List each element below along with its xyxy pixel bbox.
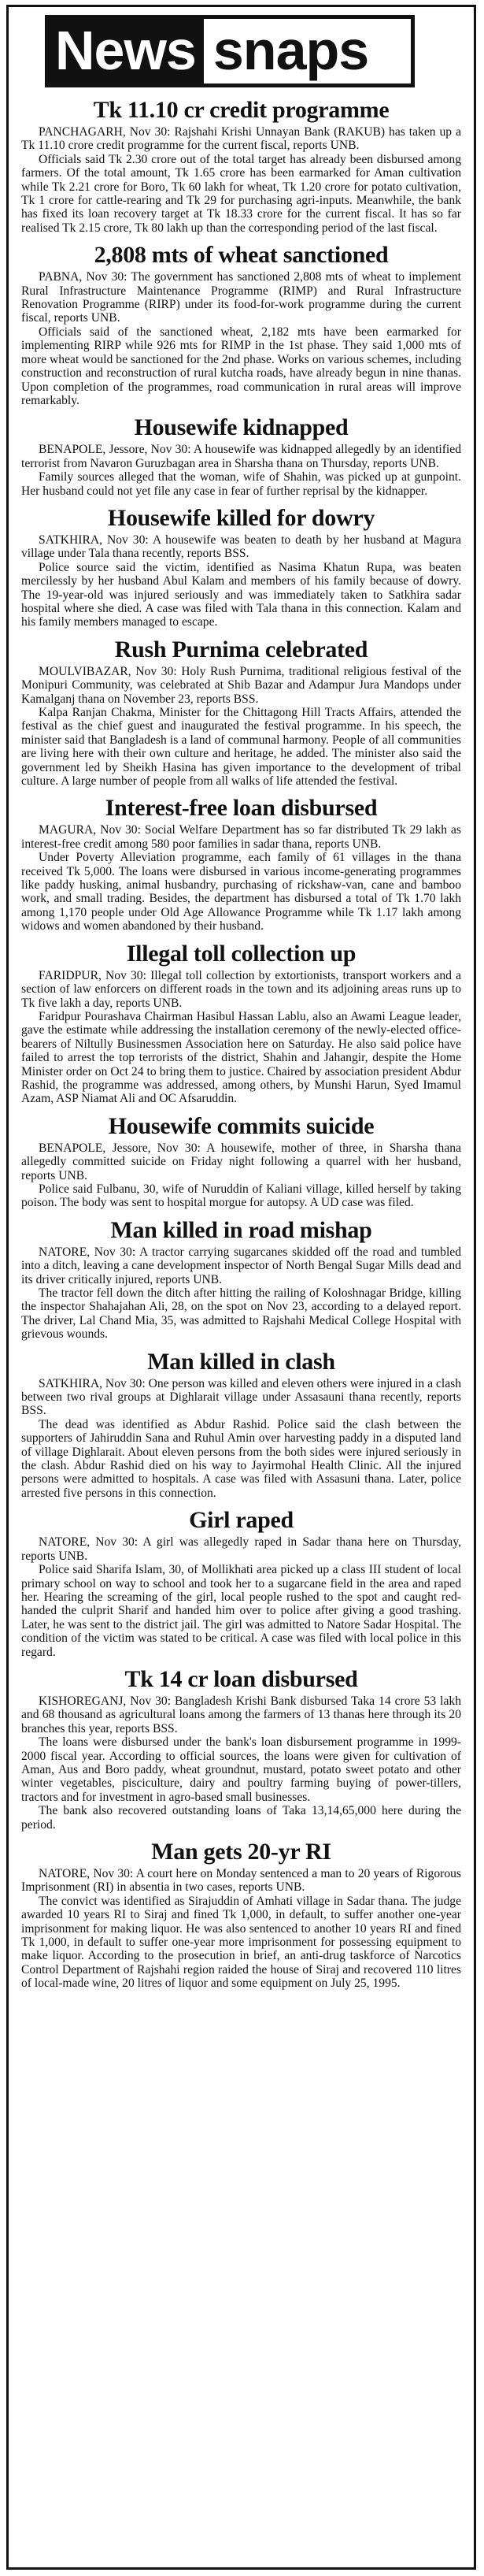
story-dateline-paragraph: NATORE, Nov 30: A tractor carrying sugarcanes skidded off the road and tumbled into a ditch, leaving a cane development inspector of North Bengal Sugar Mills dead and its driver critically injured, reports UNB. (21, 1245, 461, 1286)
story-headline: Girl raped (189, 1507, 294, 1534)
story-paragraph: The convict was identified as Sirajuddin of Amhati village in Sadar thana. The judge awarded 10 years RI to Siraj and fined Tk 1,000, in default, to suffer another one-year imprisonment for making liquor. He was also sentenced to another 10 years RI and fined Tk 1,000, in default to suffer one-year more imprisonment for possessing equipment to make liquor. According to the prosecution in brief, an anti-drug taskforce of Narcotics Control Department of Rajshahi region raided the house of Siraj and recovered 110 litres of local-made wine, 20 litres of liquor and some equipment on July 25, 1995. (21, 1894, 461, 1991)
news-story (21, 242, 461, 407)
news-story (21, 1839, 461, 1991)
news-story (21, 1349, 461, 1501)
story-paragraph: The tractor fell down the ditch after hitting the railing of Koloshnagar Bridge, killing the inspector Shahajahan Ali, 28, on the spot on Nov 23, according to a delayed report. The driver, Lal Chand Mia, 35, was admitted to Rajshahi Medical College Hospital with grievous wounds. (21, 1286, 461, 1342)
news-story (21, 414, 461, 498)
news-story (21, 941, 461, 1106)
story-paragraph: Kalpa Ranjan Chakma, Minister for the Chittagong Hill Tracts Affairs, attended the festival as the chief guest and inaugurated the festival programme. In his speech, the minister said that Bangladesh is a land of communal harmony. People of all communities are living here with their own culture and heritage, he added. The minister also said the government led by Sheikh Hasina has given importance to the development of tribal culture. A large number of people from all walks of life attended the festival. (21, 706, 461, 789)
story-dateline-paragraph: SATKHIRA, Nov 30: One person was killed and eleven others were injured in a clash between two rival groups at Dighlarait village under Assasauni thana recently, reports BSS. (21, 1376, 461, 1418)
story-paragraph: Faridpur Pourashava Chairman Hasibul Hassan Lablu, also an Awami League leader, gave the estimate while addressing the installation ceremony of the newly-elected office-bearers of Niltully Businessmen Association here on Saturday. He also said police have failed to arrest the top terrorists of the district, Shahin and Jahangir, despite the Home Minister order on Oct 24 to bring them to justice. Chaired by association president Abdur Rashid, the programme was addressed, among others, by Munshi Harun, Syed Imamul Azam, ASP Niamat Ali and OC Afsaruddin. (21, 1009, 461, 1106)
story-dateline-paragraph: BENAPOLE, Jessore, Nov 30: A housewife was kidnapped allegedly by an identified terrorist from Navaron Guruzbagan area in Sharsha thana on Thursday, reports UNB. (21, 443, 461, 470)
story-dateline-paragraph: NATORE, Nov 30: A court here on Monday sentenced a man to 20 years of Rigorous Imprisonment (RI) in absentia in two cases, reports UNB. (21, 1867, 461, 1895)
stories-list (21, 97, 461, 1991)
story-dateline-paragraph: SATKHIRA, Nov 30: A housewife was beaten to death by her husband at Magura village under Tala thana recently, reports BSS. (21, 533, 461, 561)
story-dateline-paragraph: PABNA, Nov 30: The government has sanctioned 2,808 mts of wheat to implement Rural Infrastructure Maintenance Programme (RIMP) and Rural Infrastructure Renovation Programme (RIRP) under its food-for-work programme during the current fiscal, reports UNB. (21, 270, 461, 325)
masthead-word-snaps: snaps (212, 20, 369, 81)
story-headline: Housewife killed for dowry (107, 504, 375, 531)
story-paragraph: Police said Fulbanu, 30, wife of Nuruddin of Kaliani village, killed herself by taking poison. The body was sent to hospital morgue for autopsy. A UD case was filed. (21, 1182, 461, 1210)
story-paragraph: Officials said Tk 2.30 crore out of the total target has already been disbursed among farmers. Of the total amount, Tk 1.65 crore has been earmarked for Aman cultivation while Tk 2.21 crore for Boro, Tk 60 lakh for wheat, Tk 1.20 crore for potato cultivation, Tk 1 crore for cattle-rearing and Tk 29 for purchasing agri-inputs. Meanwhile, the bank has fixed its loan recovery target at Tk 18.33 crore for the current fiscal. It has so far realised Tk 2.15 crore, Tk 80 lakh up than the corresponding period of the last fiscal. (21, 152, 461, 235)
story-headline: Rush Purnima celebrated (114, 636, 368, 663)
story-headline: Housewife commits suicide (108, 1112, 375, 1139)
story-paragraph: The bank also recovered outstanding loans of Taka 13,14,65,000 here during the period. (21, 1804, 461, 1832)
story-headline: Man killed in road mishap (110, 1216, 372, 1243)
story-paragraph: The dead was identified as Abdur Rashid. Police said the clash between the supporters of Jahiruddin Sana and Ruhul Amin over harvesting paddy in a disputed land of village Dighlarait. About eleven persons from the both sides were injured seriously in the clash. Abdur Rashid died on his way to Jayirmohal Health Clinic. All the injured persons were admitted to hospitals. A case was filed with Assasuni thana. Later, police arrested five persons in this connection. (21, 1417, 461, 1500)
news-story (21, 1113, 461, 1210)
story-headline: Man gets 20-yr RI (151, 1839, 331, 1865)
news-story (21, 637, 461, 789)
story-paragraph: The loans were disbursed under the bank's loan disbursement programme in 1999-2000 fiscal year. According to official sources, the loans were given for cultivation of Aman, Aus and Boro paddy, wheat groundnut, mustard, potato sweet potato and other winter vegetables, pisciculture, dairy and poultry farming buying of power-tillers, tractors and for investment in agro-based small businesses. (21, 1735, 461, 1804)
story-paragraph: Police said Sharifa Islam, 30, of Mollikhati area picked up a class III student of local primary school on way to school and took her to a sugarcane field in the area and raped her. Hearing the screaming of the girl, local people rushed to the spot and caught red-handed the culprit Sharif and handed him over to police after giving a good trashing. Later, he was sent to the district jail. The girl was admitted to Natore Sadar Hospital. The condition of the victim was stated to be critical. A case was filed with local police in this regard. (21, 1563, 461, 1659)
story-headline: 2,808 mts of wheat sanctioned (94, 242, 389, 269)
story-headline: Tk 14 cr loan disbursed (124, 1665, 358, 1692)
story-paragraph: Officials said of the sanctioned wheat, 2,182 mts have been earmarked for implementing RIRP while 926 mts for RIMP in the 1st phase. They said 1,000 mts of more wheat would be sanctioned for the 2nd phase. Works on various schemes, including construction and reconstruction of rural kutcha roads, have already begun in nine thanas. Upon completion of the programmes, road communication in rural areas will improve remarkably. (21, 325, 461, 407)
news-story (21, 1666, 461, 1832)
story-dateline-paragraph: NATORE, Nov 30: A girl was allegedly raped in Sadar thana here on Thursday, reports UNB. (21, 1535, 461, 1563)
story-headline: Tk 11.10 cr credit programme (93, 97, 390, 123)
story-dateline-paragraph: KISHOREGANJ, Nov 30: Bangladesh Krishi Bank disbursed Taka 14 crore 53 lakh and 68 thousand as agricultural loans among the farmers of 13 thanas here through its 20 branches this year, reports BSS. (21, 1694, 461, 1735)
story-headline: Interest-free loan disbursed (105, 795, 378, 822)
story-dateline-paragraph: PANCHAGARH, Nov 30: Rajshahi Krishi Unnayan Bank (RAKUB) has taken up a Tk 11.10 crore credit programme for the current fiscal, reports UNB. (21, 125, 461, 153)
masthead-word-news: News (49, 19, 204, 84)
news-snaps-column (6, 5, 476, 2570)
story-headline: Illegal toll collection up (126, 940, 357, 967)
news-story (21, 795, 461, 933)
news-story (21, 505, 461, 629)
news-story (21, 1217, 461, 1342)
news-story (21, 97, 461, 235)
story-dateline-paragraph: MAGURA, Nov 30: Social Welfare Department has so far distributed Tk 29 lakh as interest-free credit among 580 poor families in sadar thana, reports UNB. (21, 823, 461, 851)
story-headline: Man killed in clash (147, 1348, 335, 1375)
story-dateline-paragraph: MOULVIBAZAR, Nov 30: Holy Rush Purnima, traditional religious festival of the Monipuri Community, was celebrated at Shib Bazar and Adampur Jura Mandops under Kamalganj thana on November 23, reports BSS. (21, 664, 461, 706)
story-paragraph: Under Poverty Alleviation programme, each family of 61 villages in the thana received Tk 5,000. The loans were disbursed in various income-generating programmes like paddy husking, animal husbandry, purchasing of rickshaw-van, cane and bamboo work, and small trading. Besides, the department has disbursed a total of Tk 1.70 lakh among 1,170 people under Old Age Allowance Programme while Tk 1.17 lakh among widows and women abandoned by their husband. (21, 851, 461, 934)
story-paragraph: Police source said the victim, identified as Nasima Khatun Rupa, was beaten mercilessly by her husband Abul Kalam and members of his family because of dowry. The 19-year-old was injured seriously and was immediately taken to Satkhira sadar hospital where she died. A case was filed with Tala thana in this connection. Kalam and his family members managed to escape. (21, 560, 461, 629)
story-dateline-paragraph: BENAPOLE, Jessore, Nov 30: A housewife, mother of three, in Sharsha thana allegedly committed suicide on Friday night following a quarrel with her husband, reports UNB. (21, 1141, 461, 1182)
story-headline: Housewife kidnapped (134, 414, 349, 441)
story-dateline-paragraph: FARIDPUR, Nov 30: Illegal toll collection by extortionists, transport workers and a section of law enforcers on different roads in the town and its adjoining areas runs up to Tk five lakh a day, reports UNB. (21, 968, 461, 1010)
masthead-logo (45, 15, 415, 87)
news-story (21, 1507, 461, 1659)
story-paragraph: Family sources alleged that the woman, wife of Shahin, was picked up at gunpoint. Her husband could not yet file any case in fear of further reprisal by the kidnapper. (21, 470, 461, 498)
